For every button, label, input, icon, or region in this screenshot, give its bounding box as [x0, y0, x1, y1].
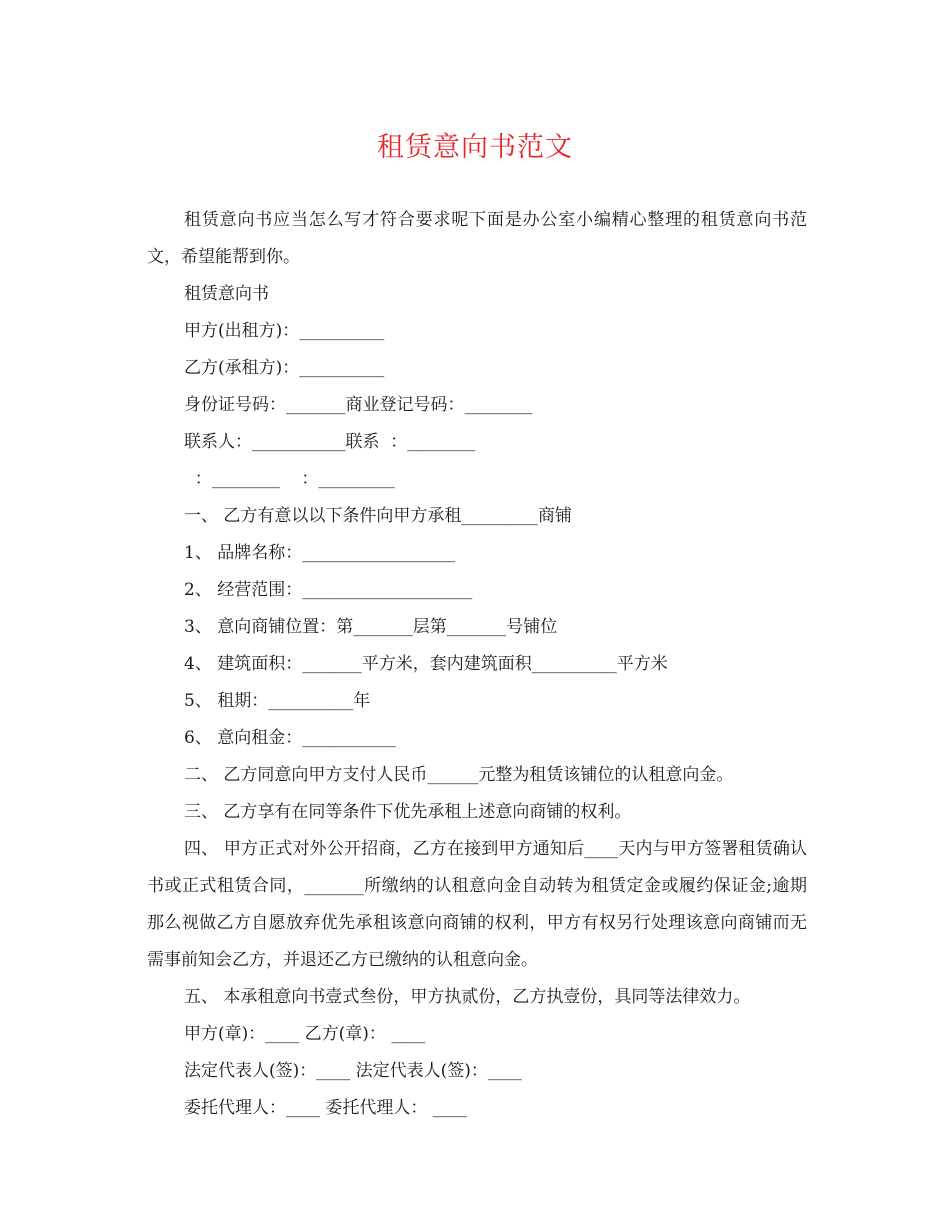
agent-line: 委托代理人：____ 委托代理人： ____ [184, 1098, 467, 1118]
contact-line: 联系人：___________联系 ：________ [184, 432, 476, 452]
section-heading: 租赁意向书 [184, 284, 269, 304]
legal-rep-line: 法定代表人(签)：____ 法定代表人(签)：____ [184, 1061, 522, 1081]
item-location: 3、 意向商铺位置：第_______层第_______号铺位 [184, 617, 558, 637]
clause-three: 三、 乙方享有在同等条件下优先承租上述意向商铺的权利。 [184, 802, 632, 822]
clause-five: 五、 本承租意向书壹式叁份，甲方执贰份，乙方执壹份，具同等法律效力。 [184, 987, 751, 1007]
item-brand: 1、 品牌名称：__________________ [184, 543, 456, 563]
seal-line: 甲方(章)：____ 乙方(章)： ____ [184, 1024, 426, 1044]
party-b-line: 乙方(承租方)：__________ [184, 358, 385, 378]
item-area: 4、 建筑面积：_______平方米，套内建筑面积__________平方米 [184, 654, 668, 674]
party-a-line: 甲方(出租方)：__________ [184, 321, 385, 341]
item-term: 5、 租期：__________年 [184, 691, 371, 711]
contact-extra-line: ：________ ：_________ [184, 469, 395, 489]
intro-paragraph: 租赁意向书应当怎么写才符合要求呢下面是办公室小编精心整理的租赁意向书范文，希望能帮到你。 [147, 210, 807, 267]
document-title: 租赁意向书范文 [377, 132, 573, 163]
item-scope: 2、 经营范围：____________________ [184, 580, 473, 600]
clause-two: 二、 乙方同意向甲方支付人民币______元整为租赁该铺位的认租意向金。 [184, 765, 734, 785]
clause-one: 一、 乙方有意以以下条件向甲方承租_________商铺 [184, 506, 572, 526]
id-number-line: 身份证号码：_______商业登记号码：________ [184, 395, 533, 415]
document-body [147, 202, 807, 1127]
clause-four: 四、 甲方正式对外公开招商，乙方在接到甲方通知后____天内与甲方签署租赁确认书或正式租赁合同，_______所缴纳的认租意向金自动转为租赁定金或履约保证金;逾期那么视做乙方自愿放弃优先承租该意向商铺的权利，甲方有权另行处理该意向商铺而无需事前知会乙方，并退还乙方已缴纳的认租意向金。 [147, 839, 807, 970]
item-rent: 6、 意向租金：___________ [184, 728, 396, 748]
